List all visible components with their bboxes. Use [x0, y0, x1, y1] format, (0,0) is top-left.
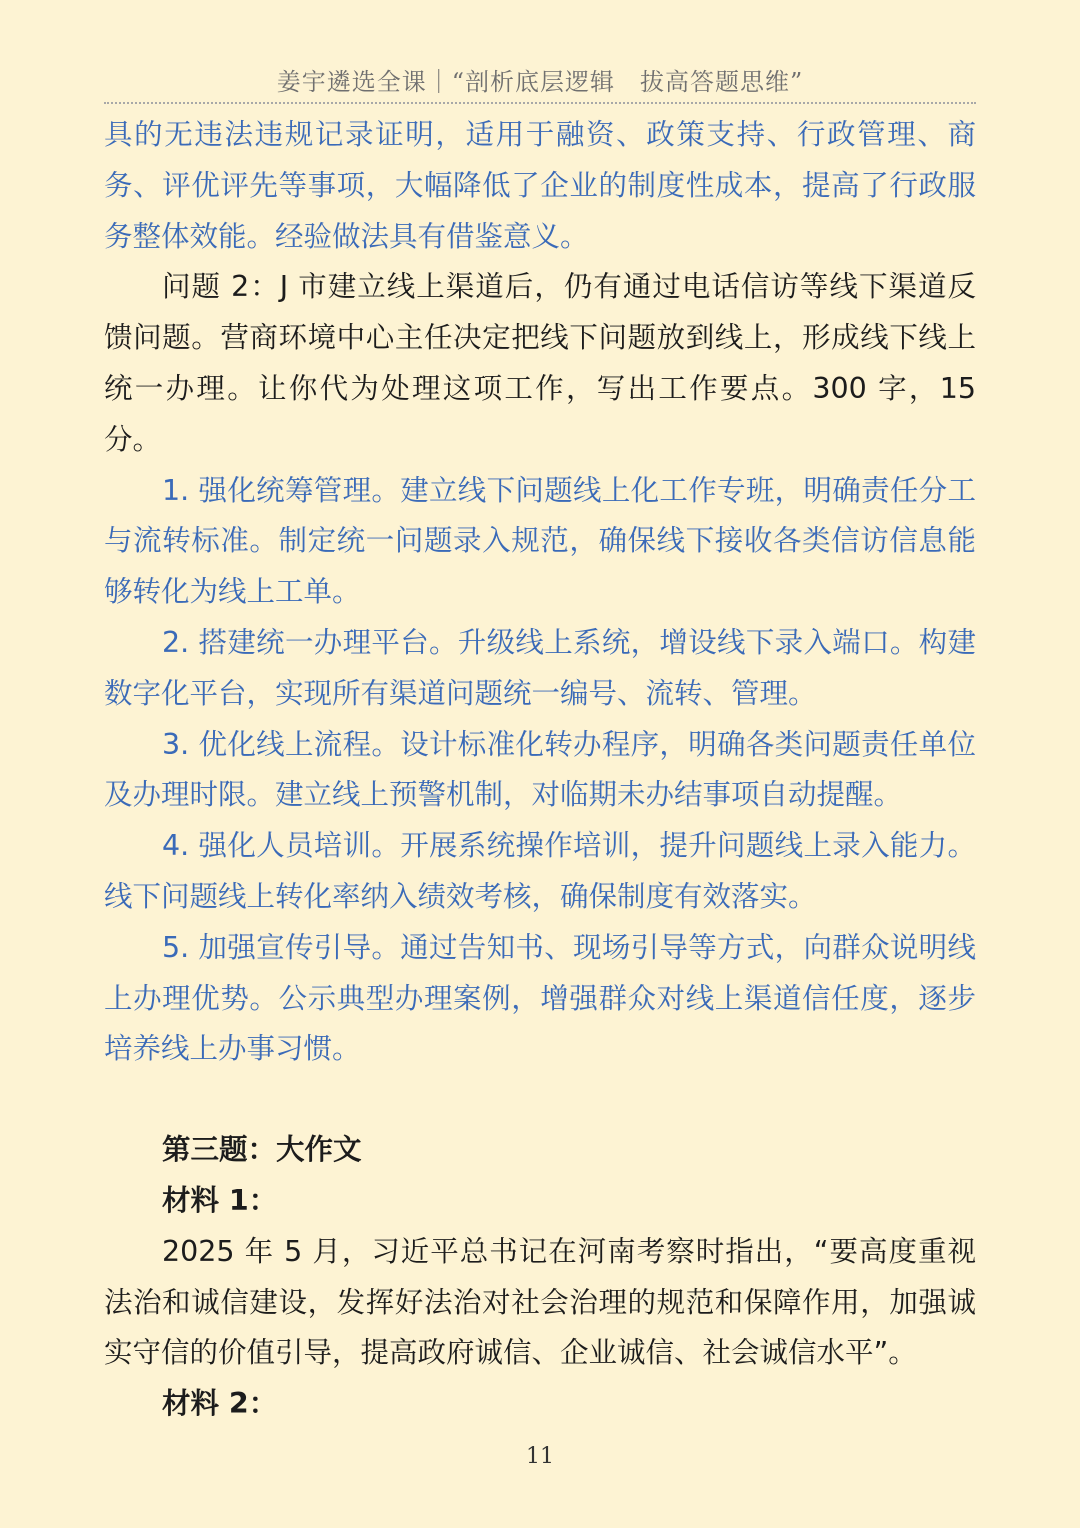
running-header: 姜宇遴选全课｜“剖析底层逻辑 拔高答题思维” [276, 68, 804, 96]
material-1-label: 材料 1： [162, 1183, 278, 1217]
section-spacer [104, 1075, 976, 1125]
header-divider [104, 102, 976, 104]
answer-paragraph-continued: 具的无违法违规记录证明，适用于融资、政策支持、行政管理、商务、评优评先等事项，大幅降低了企业的制度性成本，提高了行政服务整体效能。经验做法具有借鉴意义。 [104, 118, 976, 253]
material-1-text: 2025 年 5 月，习近平总书记在河南考察时指出，“要高度重视法治和诚信建设，发挥好法治对社会治理的规范和保障作用，加强诚实守信的价值引导，提高政府诚信、企业诚信、社会诚信水平”。 [104, 1234, 976, 1370]
page-content [104, 110, 976, 1430]
page-number: 11 [526, 1444, 554, 1469]
answer-point-1: 1. 强化统筹管理。建立线下问题线上化工作专班，明确责任分工与流转标准。制定统一问题录入规范，确保线下接收各类信访信息能够转化为线上工单。 [104, 473, 976, 609]
answer-point-3: 3. 优化线上流程。设计标准化转办程序，明确各类问题责任单位及办理时限。建立线上预警机制，对临期未办结事项自动提醒。 [104, 727, 976, 812]
answer-point-5: 5. 加强宣传引导。通过告知书、现场引导等方式，向群众说明线上办理优势。公示典型办理案例，增强群众对线上渠道信任度，逐步培养线上办事习惯。 [104, 930, 976, 1066]
section-heading: 第三题：大作文 [162, 1133, 362, 1167]
answer-point-2: 2. 搭建统一办理平台。升级线上系统，增设线下录入端口。构建数字化平台，实现所有渠道问题统一编号、流转、管理。 [104, 625, 976, 710]
material-2-label: 材料 2： [162, 1387, 278, 1421]
answer-point-4: 4. 强化人员培训。开展系统操作培训，提升问题线上录入能力。线下问题线上转化率纳入绩效考核，确保制度有效落实。 [104, 829, 976, 913]
question-2-paragraph: 问题 2：J 市建立线上渠道后，仍有通过电话信访等线下渠道反馈问题。营商环境中心主任决定把线下问题放到线上，形成线下线上统一办理。让你代为处理这项工作，写出工作要点。300 字，15 分。 [104, 270, 976, 456]
